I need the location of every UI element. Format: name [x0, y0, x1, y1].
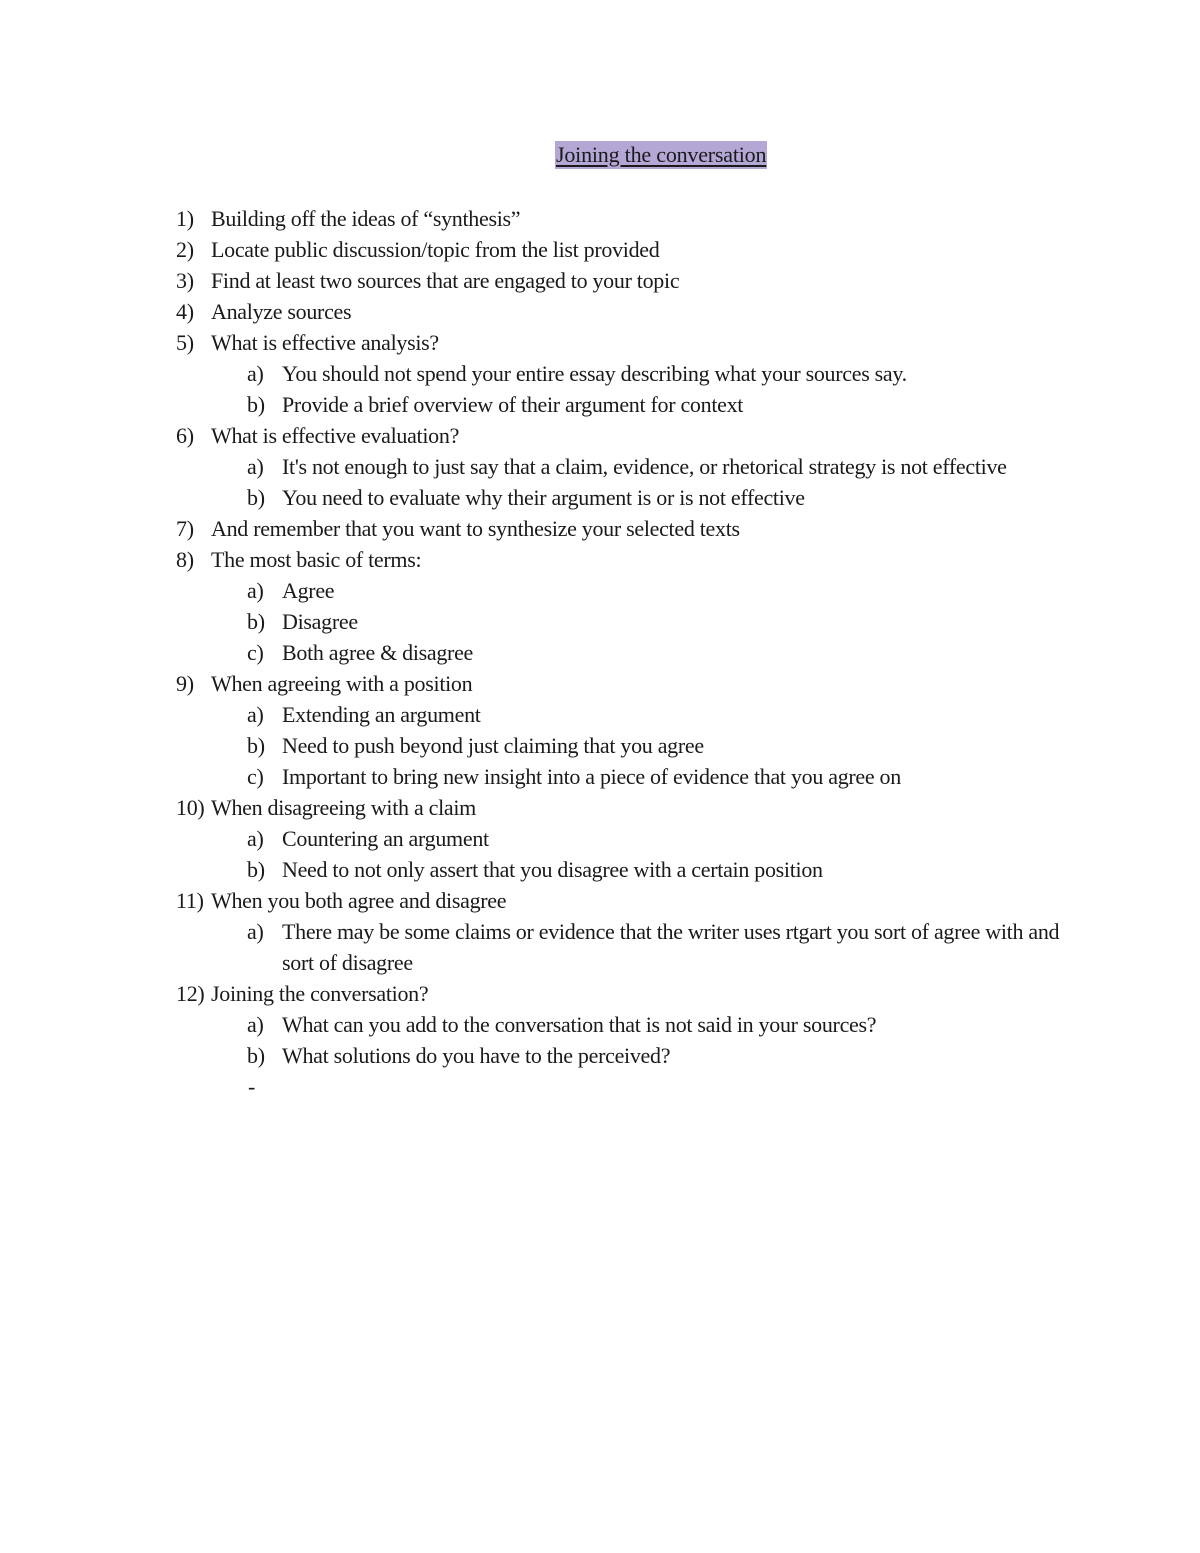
- sub-list-item-letter: a): [247, 361, 264, 386]
- list-item-text: When you both agree and disagree: [211, 888, 507, 913]
- sub-list-item: [0, 451, 1200, 482]
- list-item-number: 6): [176, 423, 194, 448]
- list-item-text: Joining the conversation?: [211, 981, 429, 1006]
- trailing-dash-mark: -: [248, 1074, 256, 1099]
- sub-list-item-text: Countering an argument: [282, 826, 489, 851]
- list-item-text: And remember that you want to synthesize your selected texts: [211, 516, 740, 541]
- sub-list-item-text: Disagree: [282, 609, 358, 634]
- sub-list-item-text: There may be some claims or evidence that the writer uses rtgart you sort of agree with and sort of disagree: [282, 919, 1060, 975]
- list-item-number: 12): [176, 981, 205, 1006]
- sub-list-item-letter: b): [247, 733, 265, 758]
- list-item: [0, 234, 1200, 265]
- sub-list: [0, 699, 1200, 792]
- list-item-text: When agreeing with a position: [211, 671, 473, 696]
- sub-list-item: [0, 854, 1200, 885]
- sub-list-item-letter: a): [247, 454, 264, 479]
- sub-list-item-letter: a): [247, 702, 264, 727]
- outline-list: [0, 203, 1200, 1102]
- sub-list-item-letter: a): [247, 1012, 264, 1037]
- sub-list-item-letter: c): [247, 640, 264, 665]
- list-item: [0, 544, 1200, 668]
- list-item: [0, 513, 1200, 544]
- list-item-text: Building off the ideas of “synthesis”: [211, 206, 521, 231]
- list-item-number: 10): [176, 795, 205, 820]
- sub-list-item-letter: b): [247, 609, 265, 634]
- list-item: [0, 296, 1200, 327]
- sub-list-item-text: Need to push beyond just claiming that you agree: [282, 733, 704, 758]
- list-item-text: Find at least two sources that are engaged to your topic: [211, 268, 680, 293]
- sub-list-item-text: Important to bring new insight into a piece of evidence that you agree on: [282, 764, 901, 789]
- sub-list-item: [0, 823, 1200, 854]
- trailing-dash: [0, 1071, 1200, 1102]
- sub-list-item-letter: b): [247, 1043, 265, 1068]
- sub-list-item: [0, 389, 1200, 420]
- sub-list-item-text: It's not enough to just say that a claim, evidence, or rhetorical strategy is not effective: [282, 454, 1007, 479]
- sub-list-item-text: Need to not only assert that you disagree with a certain position: [282, 857, 823, 882]
- sub-list-item: [0, 761, 1200, 792]
- sub-list-item-letter: a): [247, 919, 264, 944]
- sub-list-item: [0, 1009, 1200, 1040]
- list-item-text: When disagreeing with a claim: [211, 795, 476, 820]
- document-title: Joining the conversation: [556, 142, 767, 167]
- sub-list-item: [0, 606, 1200, 637]
- sub-list: [0, 451, 1200, 513]
- sub-list-item-letter: b): [247, 857, 265, 882]
- sub-list-item-letter: b): [247, 392, 265, 417]
- sub-list-item-letter: a): [247, 826, 264, 851]
- sub-list-item: [0, 916, 1200, 978]
- sub-list-item-text: Provide a brief overview of their argument for context: [282, 392, 744, 417]
- sub-list-item-letter: c): [247, 764, 264, 789]
- sub-list-item-text: You should not spend your entire essay describing what your sources say.: [282, 361, 907, 386]
- list-item: [0, 885, 1200, 978]
- list-item: [0, 792, 1200, 885]
- list-item-text: Analyze sources: [211, 299, 352, 324]
- sub-list-item-text: Agree: [282, 578, 335, 603]
- sub-list: [0, 916, 1200, 978]
- list-item-number: 5): [176, 330, 194, 355]
- list-item-number: 3): [176, 268, 194, 293]
- list-item-number: 7): [176, 516, 194, 541]
- sub-list-item-text: Both agree & disagree: [282, 640, 474, 665]
- list-item-number: 4): [176, 299, 194, 324]
- sub-list-item-letter: a): [247, 578, 264, 603]
- list-item-number: 2): [176, 237, 194, 262]
- sub-list-item: [0, 575, 1200, 606]
- list-item-number: 8): [176, 547, 194, 572]
- sub-list-item: [0, 637, 1200, 668]
- list-item: [0, 203, 1200, 234]
- list-item: [0, 668, 1200, 792]
- list-item: [0, 265, 1200, 296]
- sub-list-item: [0, 730, 1200, 761]
- list-item-text: Locate public discussion/topic from the list provided: [211, 237, 660, 262]
- sub-list-item-letter: b): [247, 485, 265, 510]
- sub-list: [0, 1009, 1200, 1071]
- sub-list-item: [0, 358, 1200, 389]
- list-item: [0, 978, 1200, 1071]
- list-item-number: 1): [176, 206, 194, 231]
- list-item: [0, 420, 1200, 513]
- sub-list-item-text: What solutions do you have to the perceived?: [282, 1043, 671, 1068]
- list-item: [0, 327, 1200, 420]
- list-item-text: What is effective analysis?: [211, 330, 439, 355]
- sub-list-item: [0, 1040, 1200, 1071]
- sub-list-item: [0, 482, 1200, 513]
- sub-list: [0, 358, 1200, 420]
- list-item-text: The most basic of terms:: [211, 547, 422, 572]
- sub-list: [0, 575, 1200, 668]
- list-item-number: 11): [176, 888, 204, 913]
- list-item-number: 9): [176, 671, 194, 696]
- sub-list-item: [0, 699, 1200, 730]
- sub-list-item-text: What can you add to the conversation that is not said in your sources?: [282, 1012, 877, 1037]
- sub-list-item-text: You need to evaluate why their argument is or is not effective: [282, 485, 805, 510]
- sub-list-item-text: Extending an argument: [282, 702, 481, 727]
- list-item-text: What is effective evaluation?: [211, 423, 460, 448]
- sub-list: [0, 823, 1200, 885]
